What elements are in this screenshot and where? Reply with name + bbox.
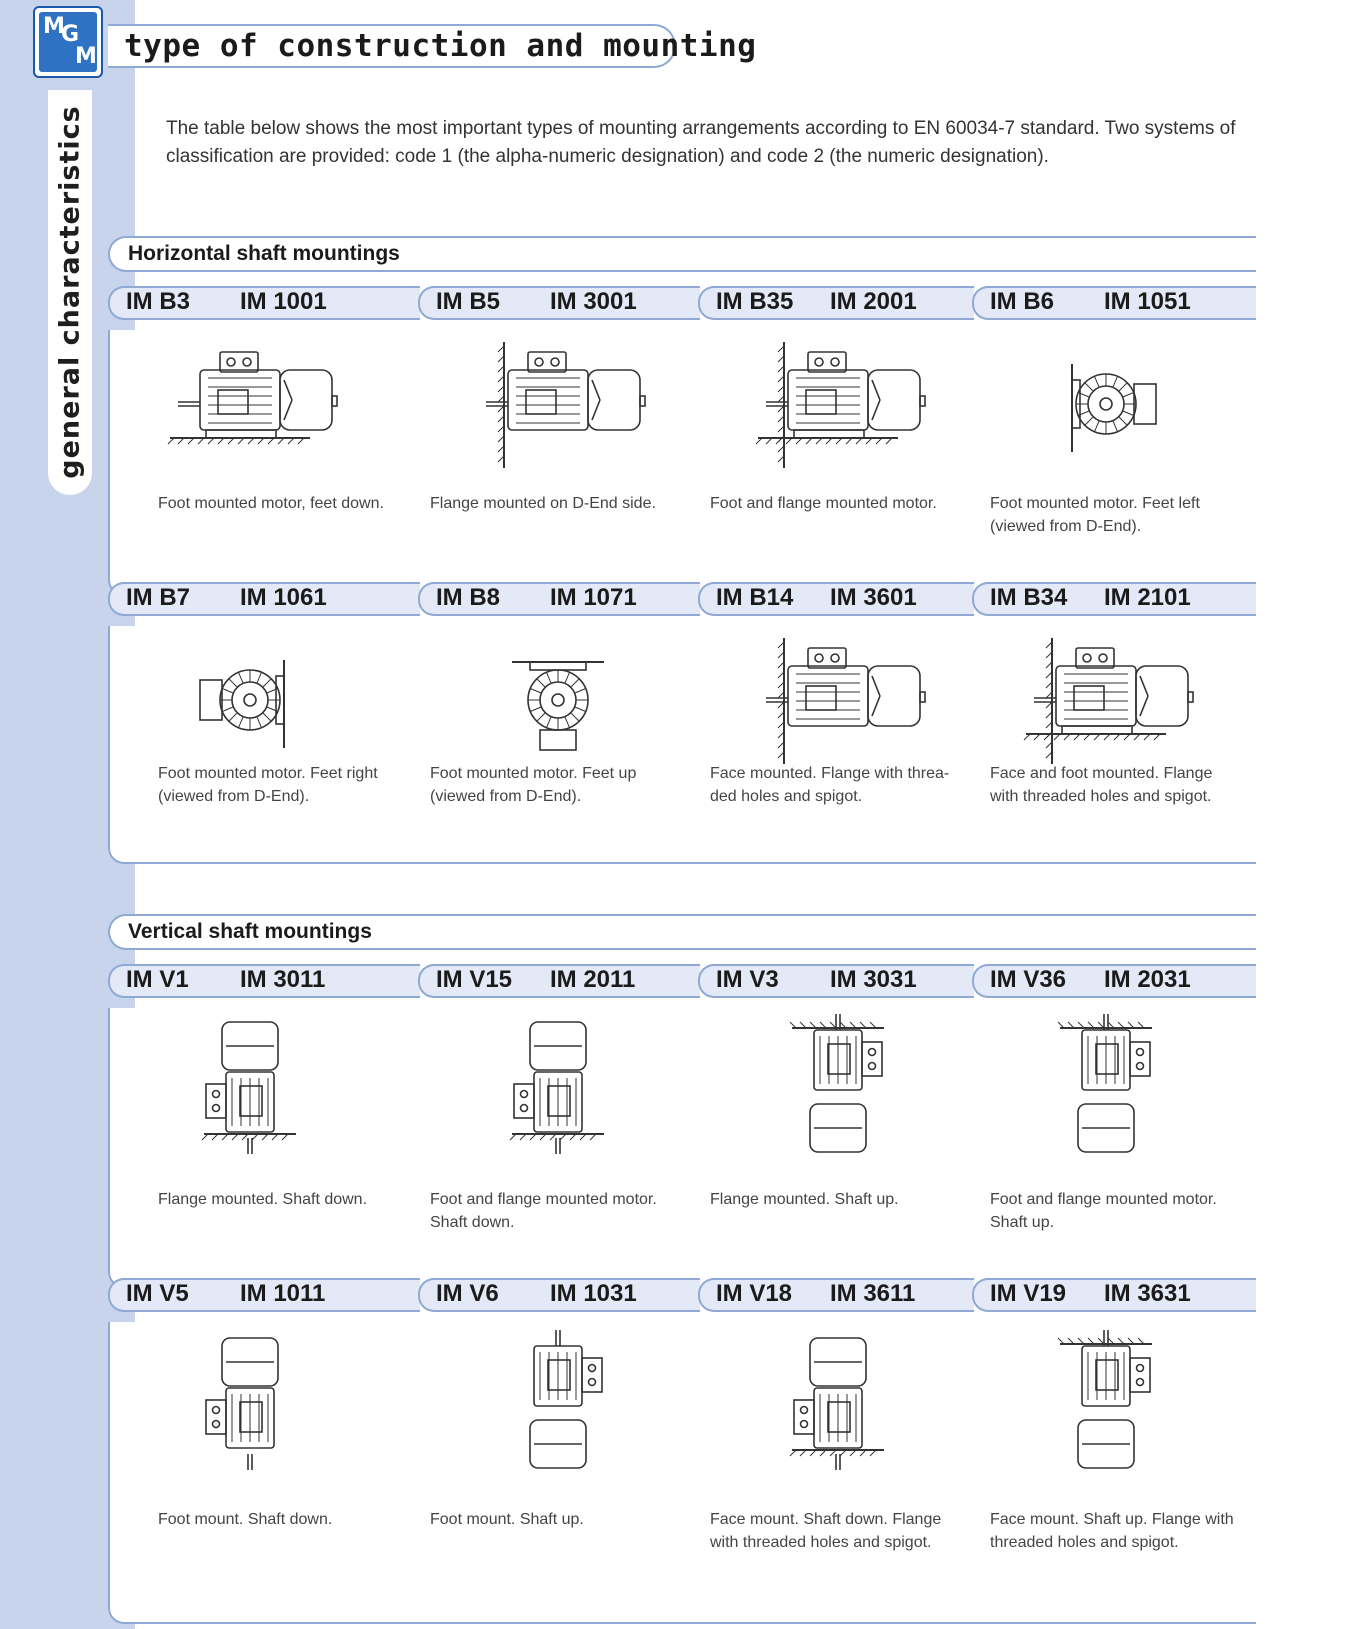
logo-letter-m2: M (75, 44, 97, 69)
mounting-caption: Face mount. Shaft down. Flange with threaded holes and spigot. (710, 1511, 942, 1551)
code2-label: IM 3001 (550, 288, 637, 315)
mounting-caption: Face mounted. Flange with threa-ded holes and spigot. (710, 765, 950, 805)
code2-label: IM 2031 (1104, 966, 1191, 993)
code2-label: IM 3611 (830, 1280, 916, 1307)
mounting-caption: Foot mounted motor. Feet up (viewed from D-End). (430, 765, 637, 805)
mounting-caption: Flange mounted. Shaft down. (158, 1191, 368, 1208)
motor-vertical-foot-flange-up-icon (1016, 1014, 1196, 1154)
mounting-caption: Foot mounted motor. Feet left (viewed from D-End). (990, 495, 1200, 535)
code2-label: IM 2011 (550, 966, 636, 993)
code1-label: IM B8 (436, 584, 501, 611)
code2-label: IM 1031 (550, 1280, 637, 1307)
code1-label: IM V36 (990, 966, 1067, 993)
page-title: type of construction and mounting (124, 28, 757, 64)
mounting-caption: Face and foot mounted. Flange with threaded holes and spigot. (990, 765, 1213, 805)
code2-label: IM 3031 (830, 966, 917, 993)
motor-foot-down-icon (160, 340, 340, 480)
mounting-caption: Foot and flange mounted motor. (710, 495, 937, 512)
motor-face-mount-icon (748, 636, 928, 776)
mounting-caption: Foot mount. Shaft down. (158, 1511, 333, 1528)
motor-vertical-flange-down-icon (160, 1014, 340, 1154)
code2-label: IM 3011 (240, 966, 326, 993)
code2-label: IM 1061 (240, 584, 327, 611)
motor-vertical-foot-up-icon (468, 1330, 648, 1470)
code1-label: IM V18 (716, 1280, 793, 1307)
intro-paragraph: The table below shows the most important types of mounting arrangements according to EN 60034-7 standard. Two systems of classification are provided: code 1 (the alpha-numeric designation) and code 2 (the numeric designation). (166, 118, 1236, 167)
code2-label: IM 1011 (240, 1280, 326, 1307)
code1-label: IM V15 (436, 966, 513, 993)
mgm-logo (33, 6, 103, 78)
mounting-caption: Flange mounted. Shaft up. (710, 1191, 899, 1208)
side-label-text: general characteristics (54, 105, 86, 479)
code1-label: IM B14 (716, 584, 794, 611)
motor-face-foot-icon (1016, 636, 1196, 776)
code1-label: IM V1 (126, 966, 189, 993)
code1-label: IM B35 (716, 288, 794, 315)
code1-label: IM V6 (436, 1280, 499, 1307)
code2-label: IM 2001 (830, 288, 917, 315)
code2-label: IM 3631 (1104, 1280, 1191, 1307)
motor-flange-icon (468, 340, 648, 480)
code2-label: IM 2101 (1104, 584, 1191, 611)
logo-letter-m1: M (43, 14, 65, 39)
motor-vertical-foot-down-icon (160, 1330, 340, 1470)
code1-label: IM B6 (990, 288, 1055, 315)
code1-label: IM B7 (126, 584, 191, 611)
code1-label: IM V19 (990, 1280, 1067, 1307)
motor-vertical-foot-flange-down-icon (468, 1014, 648, 1154)
motor-vertical-face-up-icon (1016, 1330, 1196, 1470)
mounting-caption: Foot and flange mounted motor. Shaft up. (990, 1191, 1217, 1231)
mounting-caption: Foot mounted motor, feet down. (158, 495, 384, 512)
code2-label: IM 1001 (240, 288, 327, 315)
motor-vertical-face-down-icon (748, 1330, 928, 1470)
mounting-caption: Foot mounted motor. Feet right (viewed from D-End). (158, 765, 378, 805)
mounting-caption: Face mount. Shaft up. Flange with threaded holes and spigot. (990, 1511, 1234, 1551)
motor-foot-flange-icon (748, 340, 928, 480)
code2-label: IM 3601 (830, 584, 917, 611)
motor-end-view-up-icon (468, 636, 648, 776)
mounting-caption: Flange mounted on D-End side. (430, 495, 656, 512)
code1-label: IM V3 (716, 966, 779, 993)
mounting-caption: Foot mount. Shaft up. (430, 1511, 584, 1528)
code2-label: IM 1071 (550, 584, 637, 611)
motor-end-view-left-icon (1016, 340, 1196, 480)
logo-letter-g: G (61, 22, 80, 47)
motor-end-view-right-icon (160, 636, 340, 776)
motor-vertical-flange-up-icon (748, 1014, 928, 1154)
code1-label: IM V5 (126, 1280, 189, 1307)
code2-label: IM 1051 (1104, 288, 1191, 315)
code1-label: IM B5 (436, 288, 501, 315)
horizontal-section-title: Horizontal shaft mountings (128, 242, 400, 265)
code1-label: IM B34 (990, 584, 1068, 611)
mounting-caption: Foot and flange mounted motor. Shaft down. (430, 1191, 657, 1231)
code1-label: IM B3 (126, 288, 191, 315)
vertical-section-title: Vertical shaft mountings (128, 920, 372, 943)
